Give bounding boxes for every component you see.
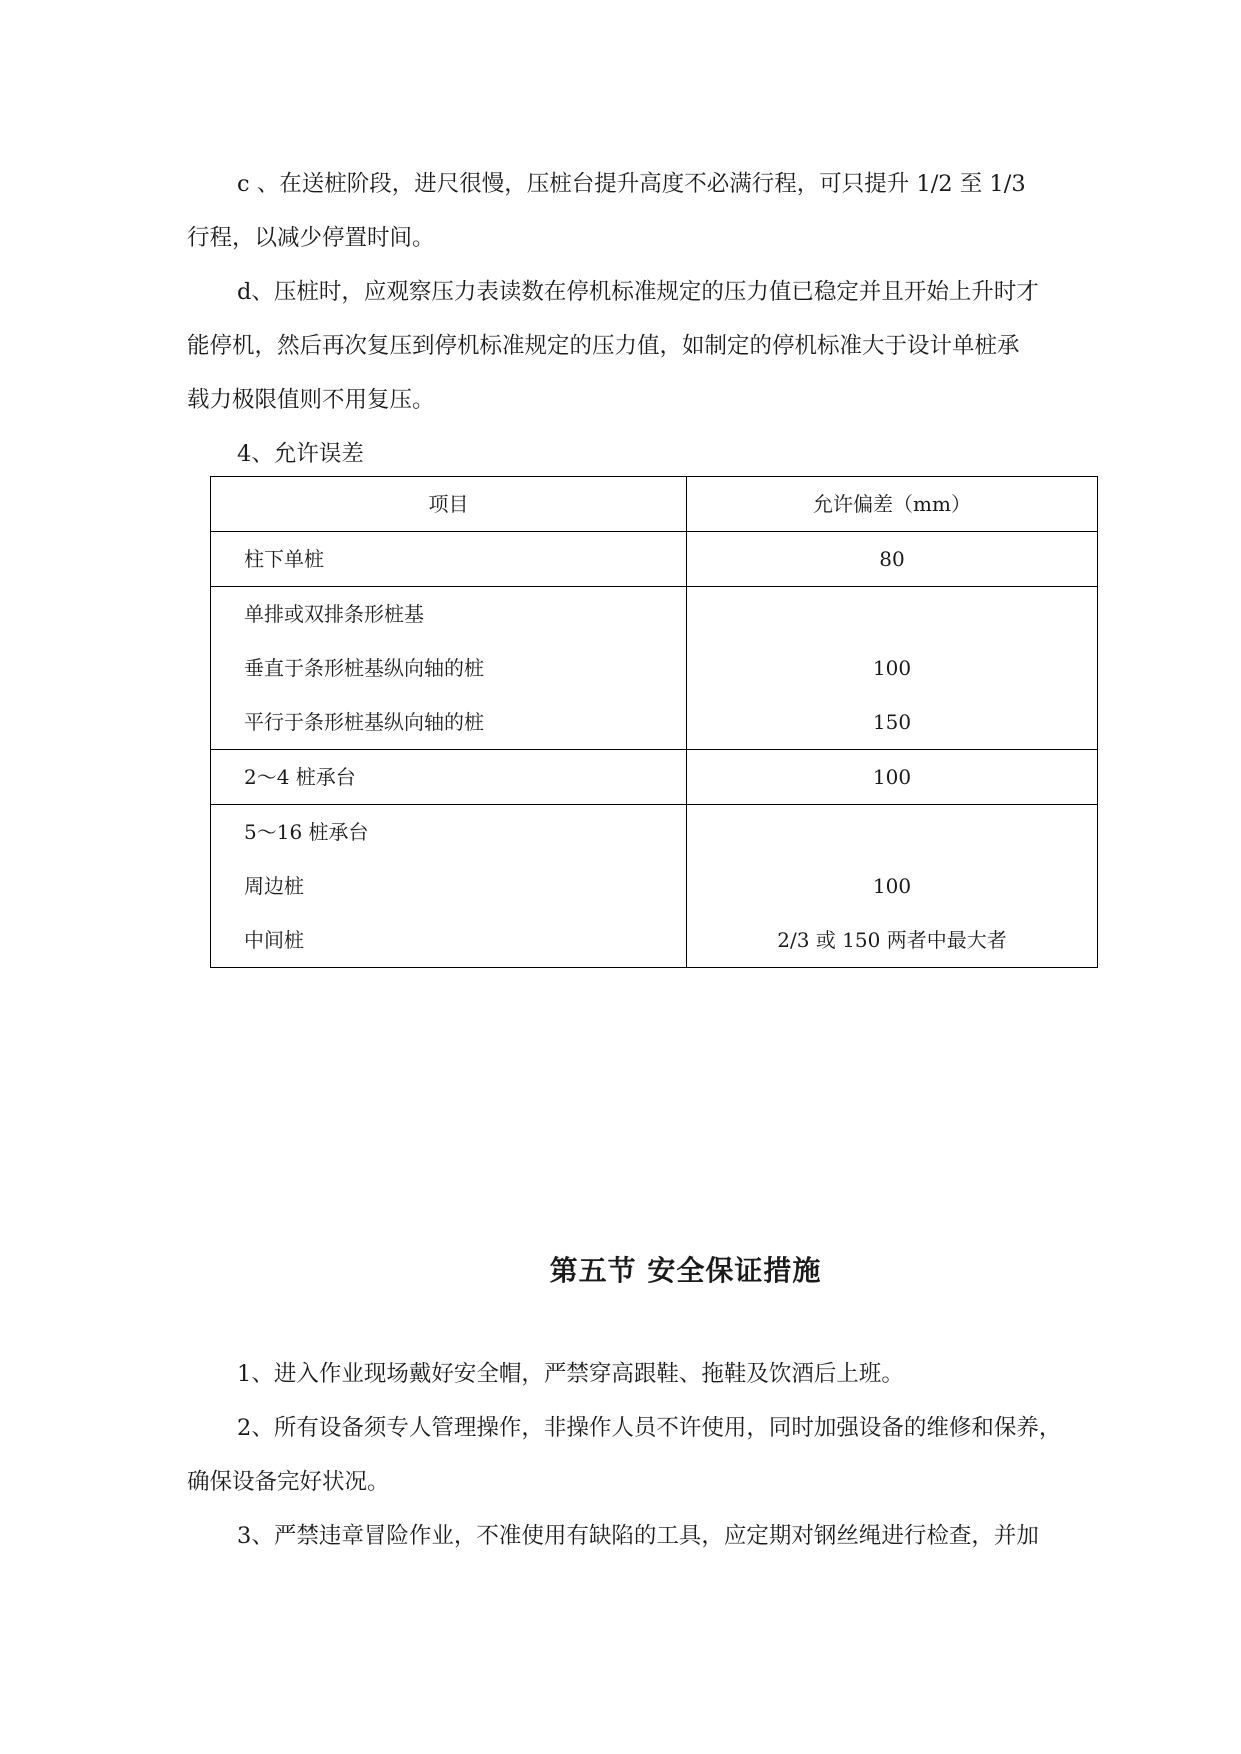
cell-text: 柱下单桩 (244, 547, 324, 571)
header-item-label: 项目 (428, 492, 469, 516)
paragraph-2 (187, 1401, 1119, 1509)
cell-text: 100 (872, 765, 912, 789)
cell-text: 中间桩 (244, 928, 304, 952)
cell-text: 150 (872, 710, 912, 734)
header-tolerance (687, 477, 1098, 532)
cell-text: 平行于条形桩基纵向轴的桩 (244, 710, 484, 734)
table-cell-value (687, 750, 1098, 805)
cell-text: 5～16 桩承台 (244, 820, 369, 844)
text-line: d、压桩时，应观察压力表读数在停机标准规定的压力值已稳定并且开始上升时才 (237, 279, 1039, 305)
paragraph-c (187, 157, 1119, 265)
table-row (211, 532, 1098, 587)
table-cell-item (211, 805, 687, 968)
table-header-row (211, 477, 1098, 532)
cell-text: 100 (872, 656, 912, 680)
cell-text (687, 805, 1097, 859)
paragraph-3 (187, 1509, 1119, 1563)
text-line: c 、在送桩阶段，进尺很慢，压桩台提升高度不必满行程，可只提升 1/2 至 1/3 (237, 171, 1026, 197)
table-cell-item (211, 750, 687, 805)
paragraph-1 (187, 1347, 1119, 1401)
header-tolerance-label: 允许偏差（mm） (813, 492, 971, 516)
text-line: 3、严禁违章冒险作业，不准使用有缺陷的工具，应定期对钢丝绳进行检查，并加 (237, 1523, 1039, 1549)
tolerance-table (210, 476, 1098, 968)
text-line: 4、允许误差 (237, 441, 364, 467)
table-cell-value (687, 587, 1098, 750)
table-row (211, 750, 1098, 805)
cell-text: 100 (872, 874, 912, 898)
table-cell-value (687, 805, 1098, 968)
text-line: 确保设备完好状况。 (187, 1469, 390, 1495)
cell-text: 2～4 桩承台 (244, 765, 356, 789)
cell-text: 单排或双排条形桩基 (244, 602, 424, 626)
table-cell-item (211, 532, 687, 587)
header-item (211, 477, 687, 532)
paragraph-tolerance-title (187, 427, 1119, 481)
text-line: 行程，以减少停置时间。 (187, 225, 435, 251)
table-row (211, 587, 1098, 750)
table-cell-value (687, 532, 1098, 587)
cell-text: 垂直于条形桩基纵向轴的桩 (244, 656, 484, 680)
text-line: 载力极限值则不用复压。 (187, 387, 435, 413)
text-line: 2、所有设备须专人管理操作，非操作人员不许使用，同时加强设备的维修和保养， (237, 1415, 1062, 1441)
section-heading: 第五节 安全保证措施 (549, 1254, 822, 1287)
paragraph-d (187, 265, 1119, 427)
cell-text: 2/3 或 150 两者中最大者 (777, 928, 1007, 952)
text-line: 1、进入作业现场戴好安全帽，严禁穿高跟鞋、拖鞋及饮酒后上班。 (237, 1361, 904, 1387)
cell-text (687, 587, 1097, 641)
table-row (211, 805, 1098, 968)
cell-text: 周边桩 (244, 874, 304, 898)
cell-text: 80 (879, 547, 905, 571)
table-cell-item (211, 587, 687, 750)
text-line: 能停机，然后再次复压到停机标准规定的压力值，如制定的停机标准大于设计单桩承 (187, 333, 1020, 359)
